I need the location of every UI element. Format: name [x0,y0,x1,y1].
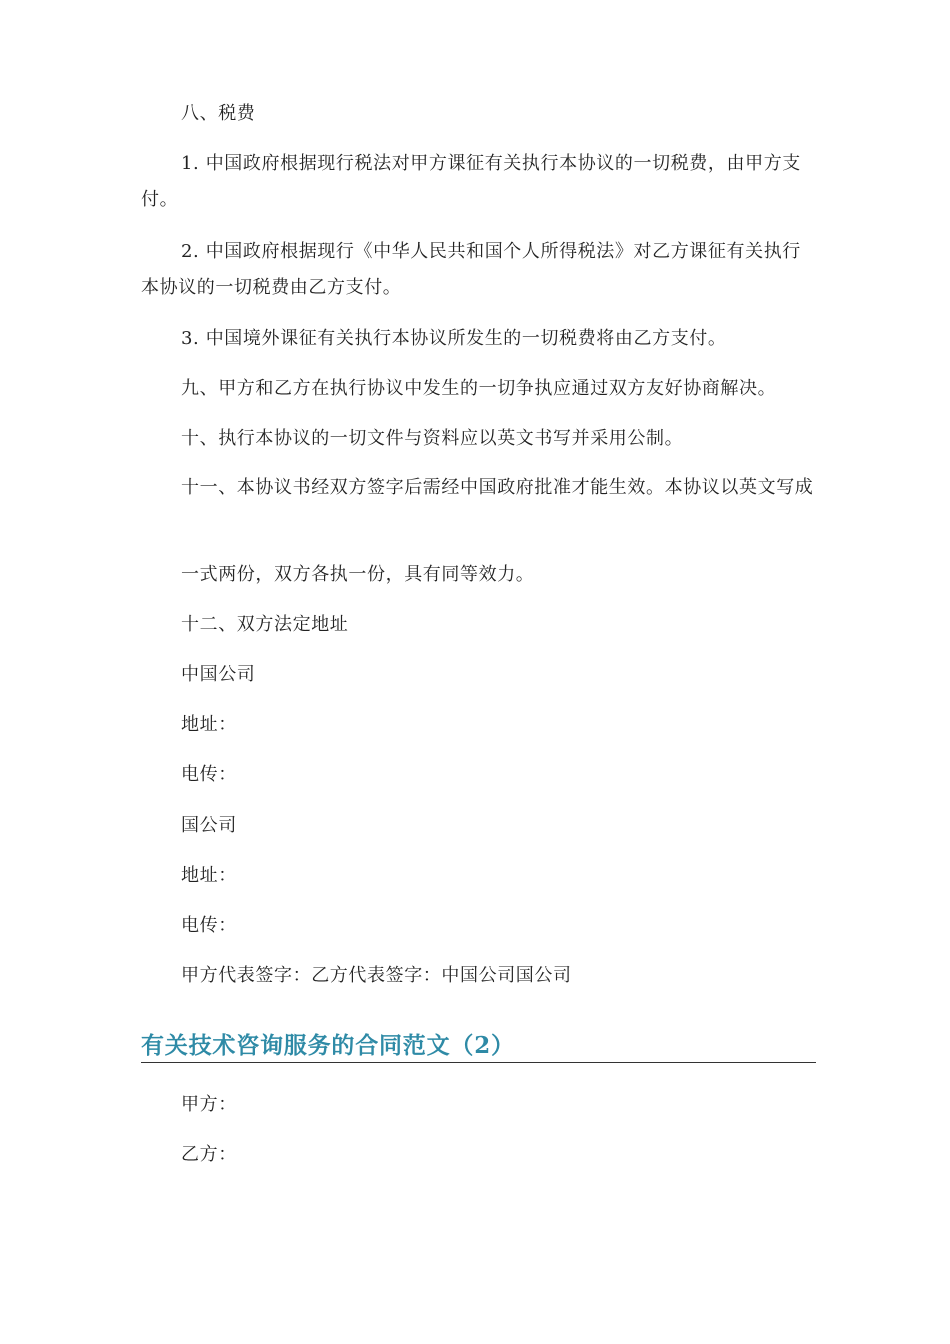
party-a-address: 地址： [181,714,237,735]
clause-twelve-heading: 十二、双方法定地址 [181,614,349,635]
tax-clause-1: 1. 中国政府根据现行税法对甲方课征有关执行本协议的一切税费，由甲方支付。 [141,153,801,210]
section-2-party-b: 乙方： [181,1144,237,1165]
section-2-party-a: 甲方： [181,1094,237,1115]
section-tax-heading: 八、税费 [181,103,256,124]
party-a-company: 中国公司 [181,664,256,685]
clause-nine: 九、甲方和乙方在执行协议中发生的一切争执应通过双方友好协商解决。 [181,378,777,399]
tax-clause-2: 2. 中国政府根据现行《中华人民共和国个人所得税法》对乙方课征有关执行本协议的一切税费由乙方支付。 [141,241,801,298]
party-b-telex: 电传： [181,915,237,936]
clause-eleven-continued: 一式两份，双方各执一份，具有同等效力。 [181,564,535,585]
party-b-company: 国公司 [181,815,237,836]
party-a-telex: 电传： [181,764,237,785]
clause-ten: 十、执行本协议的一切文件与资料应以英文书写并采用公制。 [181,428,684,449]
clause-eleven: 十一、本协议书经双方签字后需经中国政府批准才能生效。本协议以英文写成 [181,477,814,498]
tax-clause-3: 3. 中国境外课征有关执行本协议所发生的一切税费将由乙方支付。 [181,328,727,349]
signature-line: 甲方代表签字：乙方代表签字：中国公司国公司 [181,965,572,986]
section-2-heading: 有关技术咨询服务的合同范文（2） [141,1031,816,1063]
party-b-address: 地址： [181,865,237,886]
